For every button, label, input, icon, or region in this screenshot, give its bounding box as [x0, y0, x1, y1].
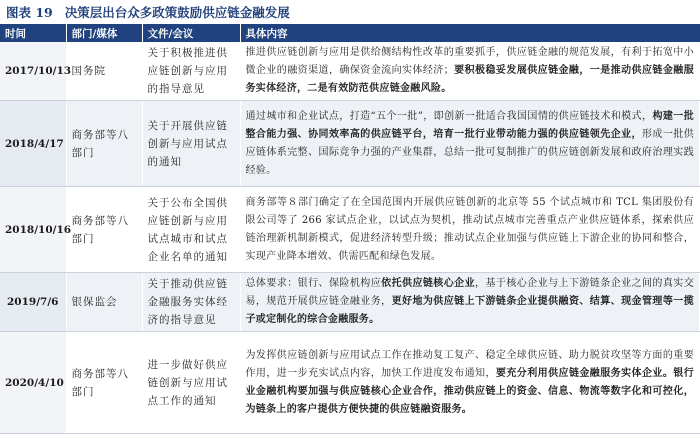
content-highlight: 更好地为供应链上下游链条企业提供融资、结算、现金管理等一揽子或定制化的综合金融服务。	[245, 296, 695, 325]
content-text: 为发挥供应链创新与应用试点工作在推动复工复产、稳定全球供应链、助力脱贫攻坚等方面的重要作用，进一步充实试点内容，加快工作进度发布通知，	[245, 349, 694, 379]
table-row	[0, 332, 700, 434]
content-highlight: 依托供应链核心企业	[381, 278, 476, 289]
content-text: 推进供应链创新与应用是供给侧结构性改革的重要抓手，供应链金融的规范发展，有利于拓宽中小微企业的融资渠道，确保资金流向实体经济；	[245, 47, 694, 76]
policy-table	[0, 24, 700, 434]
cell-doc: 关于开展供应链创新与应用试点的通知	[142, 101, 240, 187]
cell-content	[240, 187, 700, 273]
cell-doc: 关于积极推进供应链创新与应用的指导意见	[142, 42, 240, 101]
cell-date: 2017/10/13	[0, 42, 66, 101]
cell-content	[240, 42, 700, 101]
cell-dept: 国务院	[66, 42, 142, 101]
cell-dept: 商务部等八部门	[66, 187, 142, 273]
cell-content	[240, 273, 700, 332]
content-text: ，基于核心企业与上下游链条企业之间的真实交易，规范开展供应链金融业务，	[245, 278, 695, 307]
cell-date: 2020/4/10	[0, 332, 66, 434]
content-text: 形成一批供应链体系完整、国际竞争力强的产业集群，总结一批可复制推广的供应链创新发展和政府治理实践经验。	[245, 128, 695, 176]
content-highlight: 要积极稳妥发展供应链金融，一是推动供应链金融服务实体经济，二是有效防范供应链金融风险。	[245, 65, 694, 94]
content-text: 通过城市和企业试点，打造“五个一批”，即创新一批适合我国国情的供应链技术和模式，	[245, 110, 653, 122]
figure-caption: 决策层出台众多政策鼓励供应链金融发展	[64, 5, 290, 20]
column-header-date: 时间	[0, 24, 66, 42]
figure-label: 图表 19	[6, 5, 53, 20]
table-row	[0, 42, 700, 101]
cell-doc: 关于公布全国供应链创新与应用试点城市和试点企业名单的通知	[142, 187, 240, 273]
cell-doc: 进一步做好供应链创新与应用试点工作的通知	[142, 332, 240, 434]
content-text: 商务部等８部门确定了在全国范围内开展供应链创新的北京等 55 个试点城市和 TCL 集团股份有限公司等了 266 家试点企业，以试点为契机，推动试点城市完善重点产业供应链体系，探索供应链治理新机制新模式，促进经济转型升级；推动试点企业加强与供应链上下游企业的协同和整合，实现产业降本增效、供需匹配和绿色发展。	[245, 196, 694, 262]
table-row	[0, 187, 700, 273]
table-body	[0, 42, 700, 434]
figure-title	[0, 0, 700, 24]
cell-content	[240, 101, 700, 187]
content-text: 总体要求：银行、保险机构应	[245, 278, 382, 289]
column-header-dept: 部门/媒体	[66, 24, 142, 42]
table-header-row	[0, 24, 700, 42]
column-header-doc: 文件/会议	[142, 24, 240, 42]
table-row	[0, 273, 700, 332]
cell-date: 2018/10/16	[0, 187, 66, 273]
content-highlight: 要充分利用供应链金融服务实体企业。银行业金融机构要加强与供应链核心企业合作，推动供应链上的资金、信息、物流等数字化和可控化，为链条上的客户提供方便快捷的供应链融资服务。	[245, 367, 695, 415]
table-row	[0, 101, 700, 187]
cell-date: 2019/7/6	[0, 273, 66, 332]
cell-dept: 银保监会	[66, 273, 142, 332]
cell-content	[240, 332, 700, 434]
cell-dept: 商务部等八部门	[66, 332, 142, 434]
cell-date: 2018/4/17	[0, 101, 66, 187]
cell-doc: 关于推动供应链金融服务实体经济的指导意见	[142, 273, 240, 332]
content-highlight: 构建一批整合能力强、协同效率高的供应链平台，培育一批行业带动能力强的供应链领先企业，	[245, 110, 694, 140]
column-header-content: 具体内容	[245, 27, 288, 40]
cell-dept: 商务部等八部门	[66, 101, 142, 187]
